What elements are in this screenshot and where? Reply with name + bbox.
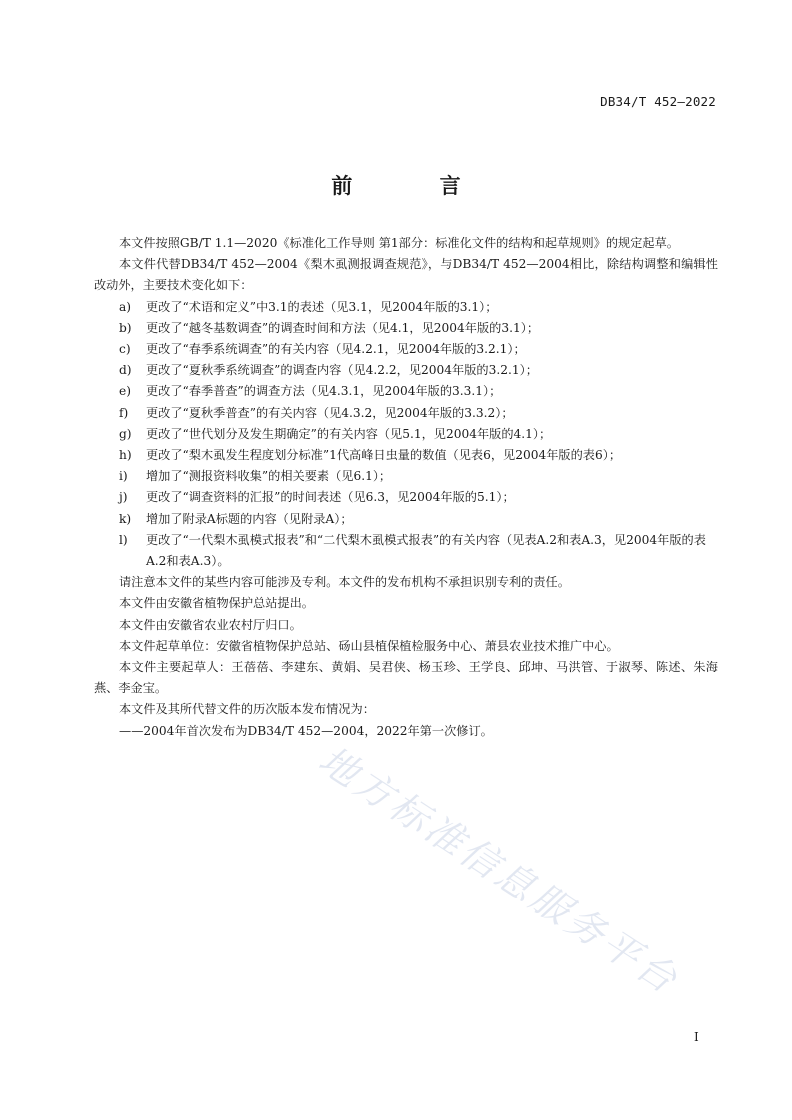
list-marker: c) [119, 342, 131, 357]
paragraph-administrator: 本文件由安徽省农业农村厅归口。 [119, 617, 302, 632]
paragraph-version-history: 本文件及其所代替文件的历次版本发布情况为： [119, 702, 375, 717]
page-number: I [694, 1030, 699, 1044]
list-marker: g) [119, 426, 132, 441]
document-code: DB34/T 452—2022 [600, 94, 716, 109]
list-item-text: 更改了“春季系统调查”的有关内容（见4.2.1，见2004年版的3.2.1）； [146, 342, 526, 357]
list-item-text: 更改了“术语和定义”中3.1的表述（见3.1，见2004年版的3.1）； [146, 299, 498, 314]
list-item-text: 增加了附录A标题的内容（见附录A）； [146, 511, 353, 526]
list-marker: k) [119, 511, 132, 526]
change-list [94, 297, 718, 573]
list-marker: a) [119, 299, 132, 314]
list-item [94, 339, 718, 360]
list-item-text: 更改了“梨木虱发生程度划分标准”1代高峰日虫量的数值（见表6，见2004年版的表6）； [146, 448, 622, 463]
list-item [94, 360, 718, 381]
list-item [94, 318, 718, 339]
list-item-text: 更改了“一代梨木虱模式报表”和“二代梨木虱模式报表”的有关内容（见表A.2和表A.3，见2004年版的表A.2和表A.3）。 [146, 532, 706, 569]
list-item [94, 487, 718, 508]
list-item [94, 403, 718, 424]
list-item [94, 445, 718, 466]
list-item [94, 466, 718, 487]
paragraph-drafting-units: 本文件起草单位：安徽省植物保护总站、砀山县植保植检服务中心、萧县农业技术推广中心。 [119, 638, 619, 653]
list-item-text: 更改了“春季普查”的调查方法（见4.3.1，见2004年版的3.3.1）； [146, 384, 502, 399]
list-item-text: 增加了“测报资料收集”的相关要素（见6.1）； [146, 469, 392, 484]
list-item-text: 更改了“夏秋季系统调查”的调查内容（见4.2.2，见2004年版的3.2.1）； [146, 363, 538, 378]
list-item [94, 424, 718, 445]
paragraph-history-entry: ——2004年首次发布为DB34/T 452—2004，2022年第一次修订。 [119, 723, 493, 738]
paragraph-patent-notice: 请注意本文件的某些内容可能涉及专利。本文件的发布机构不承担识别专利的责任。 [119, 575, 570, 590]
list-marker: h) [119, 448, 132, 463]
document-body [94, 233, 718, 742]
list-item-text: 更改了“调查资料的汇报”的时间表述（见6.3，见2004年版的5.1）； [146, 490, 515, 505]
paragraph-proposer: 本文件由安徽省植物保护总站提出。 [119, 596, 314, 611]
paragraph-drafting-basis: 本文件按照GB/T 1.1—2020《标准化工作导则 第1部分：标准化文件的结构和起草规则》的规定起草。 [119, 236, 679, 250]
list-marker: j) [119, 490, 128, 505]
list-marker: i) [119, 469, 128, 484]
list-item-text: 更改了“世代划分及发生期确定”的有关内容（见5.1，见2004年版的4.1）； [146, 426, 552, 441]
list-marker: b) [119, 320, 132, 335]
list-item-text: 更改了“越冬基数调查”的调查时间和方法（见4.1，见2004年版的3.1）； [146, 320, 540, 335]
list-item [94, 381, 718, 402]
list-marker: e) [119, 384, 131, 399]
paragraph-replacement: 本文件代替DB34/T 452—2004《梨木虱测报调查规范》，与DB34/T 452—2004相比，除结构调整和编辑性改动外，主要技术变化如下： [94, 257, 718, 293]
page-title: 前 言 [331, 174, 501, 198]
list-item-text: 更改了“夏秋季普查”的有关内容（见4.3.2，见2004年版的3.3.2）； [146, 405, 514, 420]
list-marker: f) [119, 405, 129, 420]
paragraph-drafters: 本文件主要起草人：王蓓蓓、李建东、黄娟、吴君侠、杨玉珍、王学良、邱坤、马洪管、于淑琴、陈述、朱海燕、李金宝。 [94, 660, 718, 696]
list-marker: l) [119, 532, 128, 547]
list-item [94, 509, 718, 530]
list-marker: d) [119, 363, 132, 378]
list-item [94, 297, 718, 318]
list-item [94, 530, 718, 572]
watermark: 地方标准信息服务平台 [311, 737, 688, 1004]
